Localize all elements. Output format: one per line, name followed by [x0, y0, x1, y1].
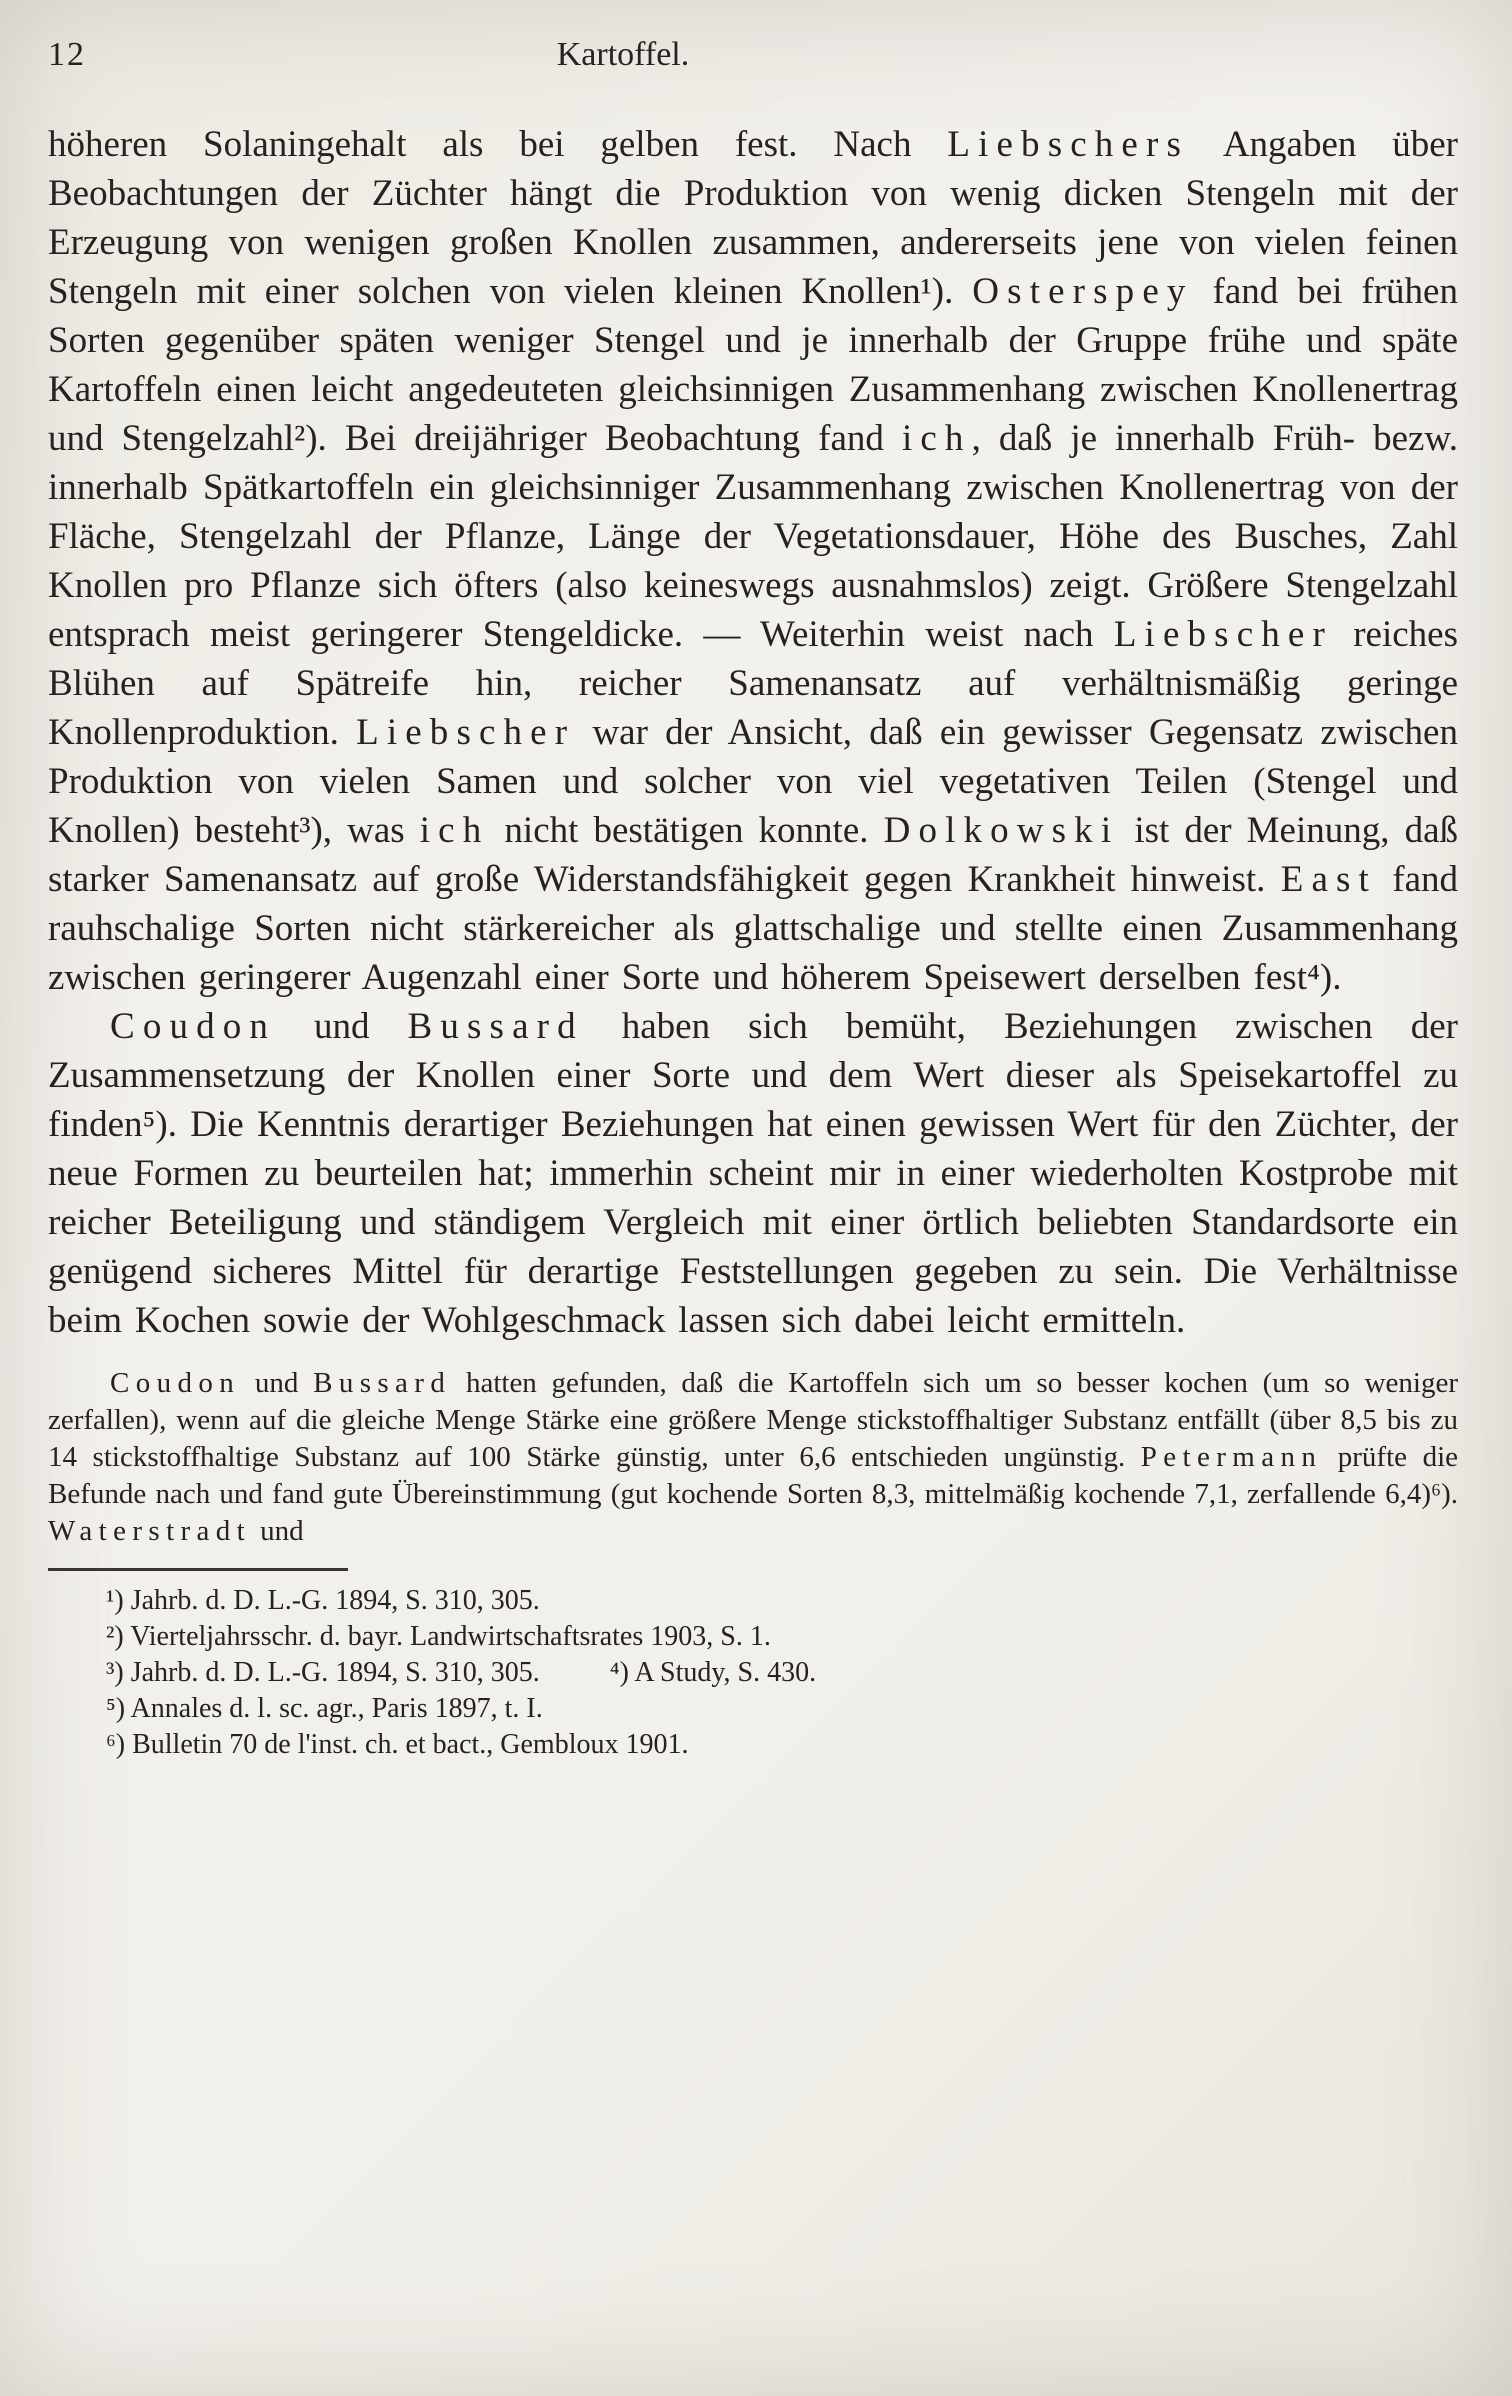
emphasized-name: Waterstradt [48, 1515, 252, 1547]
emphasized-name: Bussard [407, 1006, 584, 1047]
text-run: nicht bestätigen konnte. [489, 810, 884, 851]
emphasized-name: Osterspey [972, 271, 1194, 312]
footnote: ⁵) Annales d. l. sc. agr., Paris 1897, t. I. [106, 1693, 543, 1724]
page-header [48, 36, 1458, 74]
text-run: war der Ansicht, daß ein gewisser Gegensatz zwischen Produktion von vielen Samen und solcher von viel vegetativen Teilen (Stengel und Knollen) besteht³), was [48, 712, 1458, 851]
emphasized-name: Liebschers [947, 124, 1189, 165]
emphasized-name: Coudon [110, 1367, 241, 1399]
text-run: fand bei frühen Sorten gegenüber späten weniger Stengel und je innerhalb der Gruppe frühe und späte Kartoffeln einen leicht angedeuteten gleichsinnigen Zusammenhang zwischen Knollenertrag und Stengelzahl²). Bei dreijähriger Beobachtung fand [48, 271, 1458, 459]
text-run: und [276, 1006, 408, 1047]
page-number: 12 [48, 36, 87, 73]
text-run: Angaben über Beobachtungen der Züchter hängt die Produktion von wenig dicken Stengeln mit der Erzeugung von wenigen großen Knollen zusammen, andererseits jene von vielen feinen Stengeln mit einer solchen von vielen kleinen Knollen¹). [48, 124, 1458, 312]
text-run: fand rauhschalige Sorten nicht stärkereicher als glattschalige und stellte einen Zusammenhang zwischen geringerer Augenzahl einer Sorte und höherem Speisewert derselben fest⁴). [48, 859, 1459, 998]
small-print-paragraph [48, 1365, 1458, 1550]
text-run: ist der Meinung, daß starker Samenansatz auf große Widerstandsfähigkeit gegen Krankheit hinweist. [48, 810, 1458, 900]
text-run: und [251, 1515, 304, 1547]
emphasized-name: Coudon [110, 1006, 277, 1047]
emphasized-name: Liebscher [356, 712, 576, 753]
text-run: und [240, 1367, 314, 1399]
text-run: reiches Blühen auf Spätreife hin, reicher Samenansatz auf verhältnismäßig geringe Knollenproduktion. [48, 614, 1459, 753]
emphasized-name: East [1280, 859, 1377, 900]
text-run: höheren Solaningehalt als bei gelben fest. Nach [48, 124, 948, 165]
footnote: ⁶) Bulletin 70 de l'inst. ch. et bact., Gembloux 1901. [106, 1729, 689, 1760]
paragraph [48, 1002, 1458, 1345]
footnote: ²) Vierteljahrsschr. d. bayr. Landwirtschaftsrates 1903, S. 1. [106, 1621, 771, 1652]
footnote: ³) Jahrb. d. D. L.-G. 1894, S. 310, 305. ⁴) A Study, S. 430. [106, 1657, 817, 1688]
body-text [48, 120, 1458, 1550]
emphasized-name: Bussard [313, 1367, 452, 1399]
footnote-rule [48, 1568, 348, 1571]
footnotes [48, 1583, 1458, 1763]
emphasized-name: ich [901, 418, 972, 459]
text-run: haben sich bemüht, Beziehungen zwischen der Zusammensetzung der Knollen einer Sorte und dem Wert dieser als Speisekartoffel zu finden⁵). Die Kenntnis derartiger Beziehungen hat einen gewissen Wert für den Züchter, der neue Formen zu beurteilen hat; immerhin scheint mir in einer wiederholten Kostprobe mit reicher Beteiligung und ständigem Vergleich mit einer örtlich beliebten Standardsorte ein genügend sicheres Mittel für derartige Feststellungen gegeben zu sein. Die Verhältnisse beim Kochen sowie der Wohlgeschmack lassen sich dabei leicht ermitteln. [48, 1006, 1459, 1341]
text-run: prüfte die Befunde nach und fand gute Übereinstimmung (gut kochende Sorten 8,3, mittelmäßig kochende 7,1, zerfallende 6,4)⁶). [48, 1441, 1459, 1510]
footnote: ¹) Jahrb. d. D. L.-G. 1894, S. 310, 305. [106, 1585, 540, 1616]
text-run: hatten gefunden, daß die Kartoffeln sich um so besser kochen (um so weniger zerfallen), wenn auf die gleiche Menge Stärke eine größere Menge stickstoffhaltiger Substanz entfällt (über 8,5 bis zu 14 stickstoffhaltige Substanz auf 100 Stärke günstig, unter 6,6 entschieden ungünstig. [48, 1367, 1458, 1473]
emphasized-name: ich [419, 810, 490, 851]
emphasized-name: Liebscher [1113, 614, 1333, 655]
running-title: Kartoffel. [556, 36, 690, 73]
emphasized-name: Petermann [1140, 1441, 1323, 1473]
text-run: , daß je innerhalb Früh- bezw. innerhalb Spätkartoffeln ein gleichsinniger Zusammenhang zwischen Knollenertrag von der Fläche, Stengelzahl der Pflanze, Länge der Vegetationsdauer, Höhe des Busches, Zahl Knollen pro Pflanze sich öfters (also keineswegs ausnahmslos) zeigt. Größere Stengelzahl entsprach meist geringerer Stengeldicke. — Weiterhin weist nach [48, 418, 1458, 655]
emphasized-name: Dolkowski [883, 810, 1120, 851]
paragraph [48, 120, 1458, 1002]
